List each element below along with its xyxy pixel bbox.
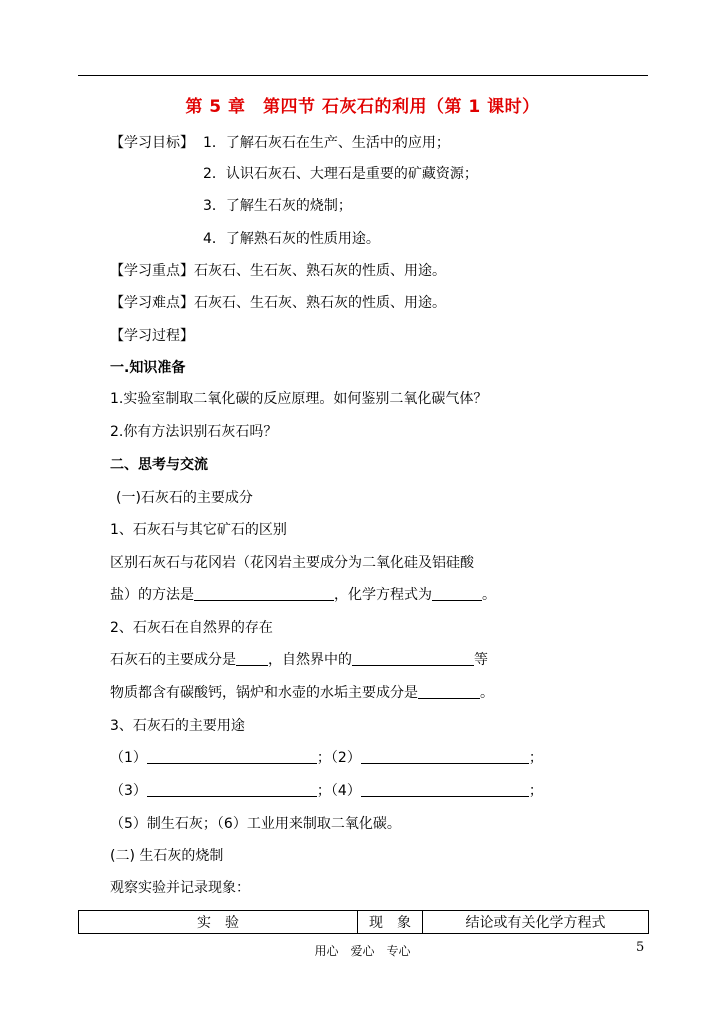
answer-blank[interactable] (147, 782, 317, 797)
objective-item: 1．了解石灰石在生产、生活中的应用； (203, 135, 450, 151)
footer-slogan: 用心 爱心 专心 (314, 944, 411, 958)
section1-heading: 一.知识准备 (110, 360, 186, 376)
item-3-heading: 3、石灰石的主要用途 (110, 718, 245, 734)
use-label: （1） (110, 750, 147, 766)
answer-blank[interactable] (194, 586, 334, 601)
item-2-text: 物质都含有碳酸钙，锅炉和水壶的水垢主要成分是 (110, 685, 418, 701)
item-2-heading: 2、石灰石在自然界的存在 (110, 620, 273, 636)
use-label: ；（2） (316, 750, 361, 766)
item-1-text: ，化学方程式为 (334, 587, 432, 603)
subsection-2: (二) 生石灰的烧制 (110, 848, 224, 864)
item-1-fill-line (110, 585, 496, 605)
separator: ； (528, 750, 543, 766)
table-header-row (79, 911, 649, 934)
objectives-label: 【学习目标】 (110, 135, 194, 151)
header-phenomenon: 现 象 (358, 911, 423, 934)
process-label: 【学习过程】 (110, 328, 194, 344)
experiment-table (78, 910, 649, 934)
item-1-text: 区别石灰石与花冈岩（花冈岩主要成分为二氧化硅及铝硅酸 (110, 555, 474, 571)
item-1-text: 盐）的方法是 (110, 587, 194, 603)
question-2: 2.你有方法识别石灰石吗？ (110, 424, 278, 440)
item-1-heading: 1、石灰石与其它矿石的区别 (110, 522, 287, 538)
item-2-text: ，自然界中的 (268, 652, 352, 668)
section2-heading: 二、思考与交流 (110, 457, 208, 473)
item-1-text: 。 (482, 587, 496, 603)
answer-blank[interactable] (147, 749, 317, 764)
use-label: （3） (110, 783, 147, 799)
header-rule (78, 75, 648, 76)
use-label: ；（4） (316, 783, 361, 799)
objective-item: 3．了解生石灰的烧制； (203, 198, 352, 214)
answer-blank[interactable] (361, 749, 529, 764)
uses-line (110, 748, 543, 768)
question-1: 1.实验室制取二氧化碳的反应原理。如何鉴别二氧化碳气体？ (110, 391, 488, 407)
subsection-1: (一)石灰石的主要成分 (116, 490, 253, 506)
item-2-text: 石灰石的主要成分是 (110, 652, 236, 668)
item-2-fill-line (110, 650, 488, 670)
page-title: 第 5 章 第四节 石灰石的利用（第 1 课时） (185, 97, 540, 117)
uses-5-6: （5）制生石灰；（6）工业用来制取二氧化碳。 (110, 816, 401, 832)
item-2-text: 等 (474, 652, 488, 668)
answer-blank[interactable] (352, 651, 474, 666)
objective-item: 2．认识石灰石、大理石是重要的矿藏资源； (203, 166, 478, 182)
answer-blank[interactable] (418, 684, 480, 699)
item-2-text: 。 (480, 685, 494, 701)
header-experiment: 实 验 (79, 911, 358, 934)
item-2-fill-line (110, 683, 494, 703)
answer-blank[interactable] (432, 586, 482, 601)
key-points: 【学习重点】石灰石、生石灰、熟石灰的性质、用途。 (110, 263, 446, 279)
answer-blank[interactable] (361, 782, 529, 797)
objective-item: 4．了解熟石灰的性质用途。 (203, 231, 380, 247)
separator: ； (528, 783, 543, 799)
difficulties: 【学习难点】石灰石、生石灰、熟石灰的性质、用途。 (110, 295, 446, 311)
page-number: 5 (636, 940, 645, 955)
header-conclusion: 结论或有关化学方程式 (423, 911, 649, 934)
observe-instruction: 观察实验并记录现象： (110, 880, 250, 896)
uses-line (110, 781, 543, 801)
answer-blank[interactable] (236, 651, 268, 666)
